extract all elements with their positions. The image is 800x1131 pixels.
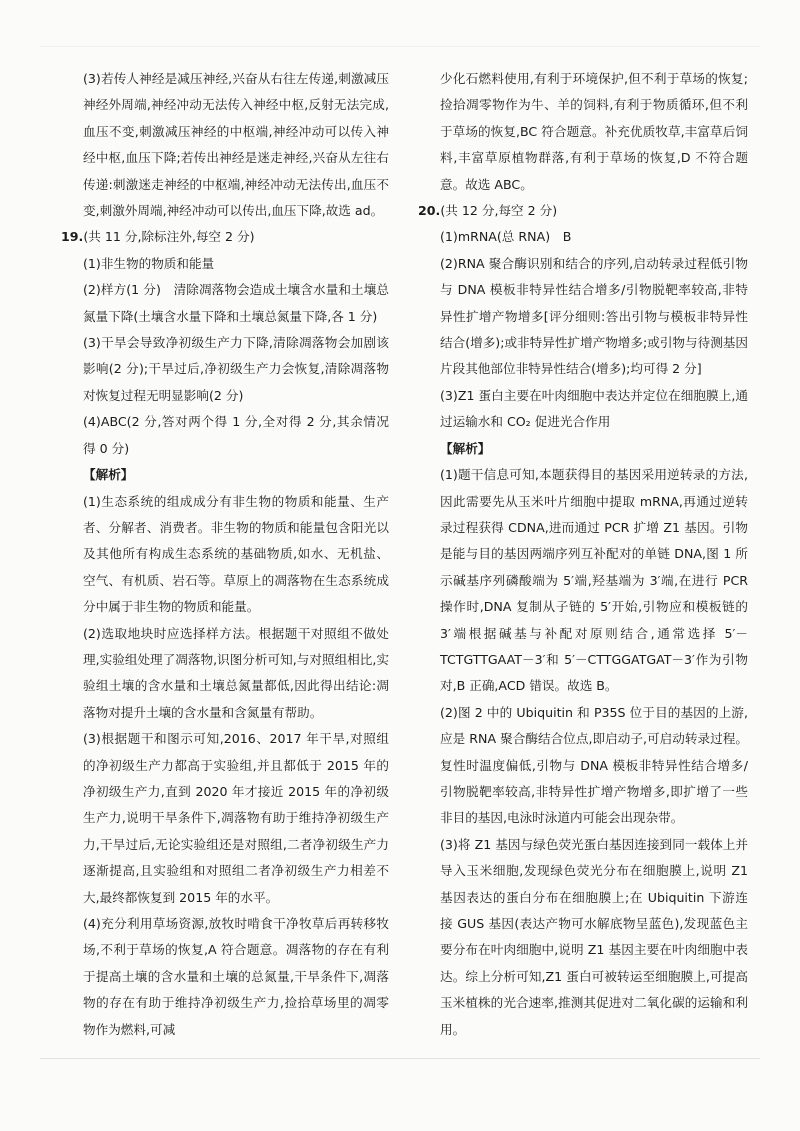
q20-score-note: (共 12 分,每空 2 分) <box>440 203 558 219</box>
q19-analysis-2: (2)选取地块时应选择样方法。根据题干对照组不做处理,实验组处理了凋落物,识图分析可知,与对照组相比,实验组土壤的含水量和土壤总氮量都低,因此得出结论:凋落物对提升土壤的含水量和含氮量有帮助。 <box>83 625 389 720</box>
q20-analysis-1: (1)题干信息可知,本题获得目的基因采用逆转录的方法,因此需要先从玉米叶片细胞中提取 mRNA,再通过逆转录过程获得 CDNA,进而通过 PCR 扩增 Z1 基因。引物是能与目的基因两端序列互补配对的单链 DNA,图 1 所示碱基序列磷酸端为 5′端,羟基端为 3′端,在进行 PCR 操作时,DNA 复制从子链的 5′开始,引物应和模板链的 3′端根据碱基与补配对原则结合,通常选择 5′－TCTGTTGAAT－3′和 5′－CTTGGATGAT－3′作为引物对,B 正确,ACD 错误。故选 B。 <box>440 467 748 694</box>
q20-answer-3: (3)Z1 蛋白主要在叶肉细胞中表达并定位在细胞膜上,通过运输水和 CO₂ 促进光合作用 <box>440 387 748 430</box>
q19-number: 19. <box>61 229 84 245</box>
q20-answer-1: (1)mRNA(总 RNA) B <box>440 229 572 245</box>
q19-analysis-3: (3)根据题干和图示可知,2016、2017 年干旱,对照组的净初级生产力都高于实验组,并且都低于 2015 年的净初级生产力,直到 2020 年才接近 2015 年的净初级生产力,说明干旱条件下,凋落物有助于维持净初级生产力,干旱过后,无论实验组还是对照组,二者净初级生产力逐渐提高,且实验组和对照组二者净初级生产力相差不大,最终都恢复到 2015 年的水平。 <box>83 731 389 905</box>
q19-answer-3: (3)干旱会导致净初级生产力下降,清除凋落物会加剧该影响(2 分);干旱过后,净初级生产力会恢复,清除凋落物对恢复过程无明显影响(2 分) <box>83 335 389 403</box>
q19-answer-4: (4)ABC(2 分,答对两个得 1 分,全对得 2 分,其余情况得 0 分) <box>83 414 389 456</box>
q20-answer-2: (2)RNA 聚合酶识别和结合的序列,启动转录过程低引物与 DNA 模板非特异性结合增多/引物脱靶率较高,非特异性扩增产物增多[评分细则:答出引物与模板非特异性结合(增多);或非特异性扩增产物增多;或引物与待测基因片段其他部位非特异性结合(增多);均可得 2 分] <box>440 255 748 377</box>
q20-analysis-2: (2)图 2 中的 Ubiquitin 和 P35S 位于目的基因的上游,应是 RNA 聚合酶结合位点,即启动子,可启动转录过程。复性时温度偏低,引物与 DNA 模板非特异性结合增多/引物脱靶率较高,非特异性扩增产物增多,即扩增了一些非目的基因,电泳时泳道内可能会出现杂带。 <box>440 704 748 826</box>
q20-number: 20. <box>418 203 441 219</box>
q19-answer-2: (2)样方(1 分) 清除凋落物会造成土壤含水量和土壤总氮量下降(土壤含水量下降和土壤总氮量下降,各 1 分) <box>83 282 389 324</box>
q19-analysis-heading: 【解析】 <box>83 467 134 483</box>
left-column <box>61 66 389 1043</box>
q18-part3-text: (3)若传人神经是减压神经,兴奋从右往左传递,刺激减压神经外周端,神经冲动无法传入神经中枢,反射无法完成,血压不变,刺激减压神经的中枢端,神经冲动可以传入神经中枢,血压下降;若传出神经是迷走神经,兴奋从左往右传递:刺激迷走神经的中枢端,神经冲动无法传出,血压不变,刺激外周端,神经冲动可以传出,血压下降,故选 ad。 <box>83 71 389 219</box>
q19-analysis-1: (1)生态系统的组成成分有非生物的物质和能量、生产者、分解者、消费者。非生物的物质和能量包含阳光以及其他所有构成生态系统的基础物质,如水、无机盐、空气、有机质、岩石等。草原上的凋落物在生态系统成分中属于非生物的物质和能量。 <box>83 493 389 615</box>
q19-analysis-4: (4)充分利用草场资源,放牧时啃食干净牧草后再转移牧场,不利于草场的恢复,A 符合题意。凋落物的存在有利于提高土壤的含水量和土壤的总氮量,干旱条件下,凋落物的存在有助于维持净初级生产力,捡拾草场里的凋零物作为燃料,可减 <box>83 916 389 1037</box>
q20-analysis-heading: 【解析】 <box>440 440 491 456</box>
bottom-edge-line <box>40 1058 760 1059</box>
q19-answer-1: (1)非生物的物质和能量 <box>83 255 215 271</box>
q19-header <box>61 224 389 250</box>
q19-analysis-4-continued: 少化石燃料使用,有利于环境保护,但不利于草场的恢复;捡拾凋零物作为牛、羊的饲料,有利于物质循环,但不利于草场的恢复,BC 符合题意。补充优质牧草,丰富草后饲料,丰富草原植物群落,有利于草场的恢复,D 不符合题意。故选 ABC。 <box>440 71 748 192</box>
right-column <box>418 66 748 1043</box>
q19-score-note: (共 11 分,除标注外,每空 2 分) <box>83 229 255 245</box>
q20-header <box>418 198 748 224</box>
top-edge-line <box>40 46 760 47</box>
q20-analysis-3: (3)将 Z1 基因与绿色荧光蛋白基因连接到同一载体上并导入玉米细胞,发现绿色荧光分布在细胞膜上,说明 Z1 基因表达的蛋白分布在细胞膜上;在 Ubiquitin 下游连接 GUS 基因(表达产物可水解底物呈蓝色),发现蓝色主要分布在叶肉细胞中,说明 Z1 基因主要在叶肉细胞中表达。综上分析可知,Z1 蛋白可被转运至细胞膜上,可提高玉米植株的光合速率,推测其促进对二氧化碳的运输和利用。 <box>440 836 748 1037</box>
